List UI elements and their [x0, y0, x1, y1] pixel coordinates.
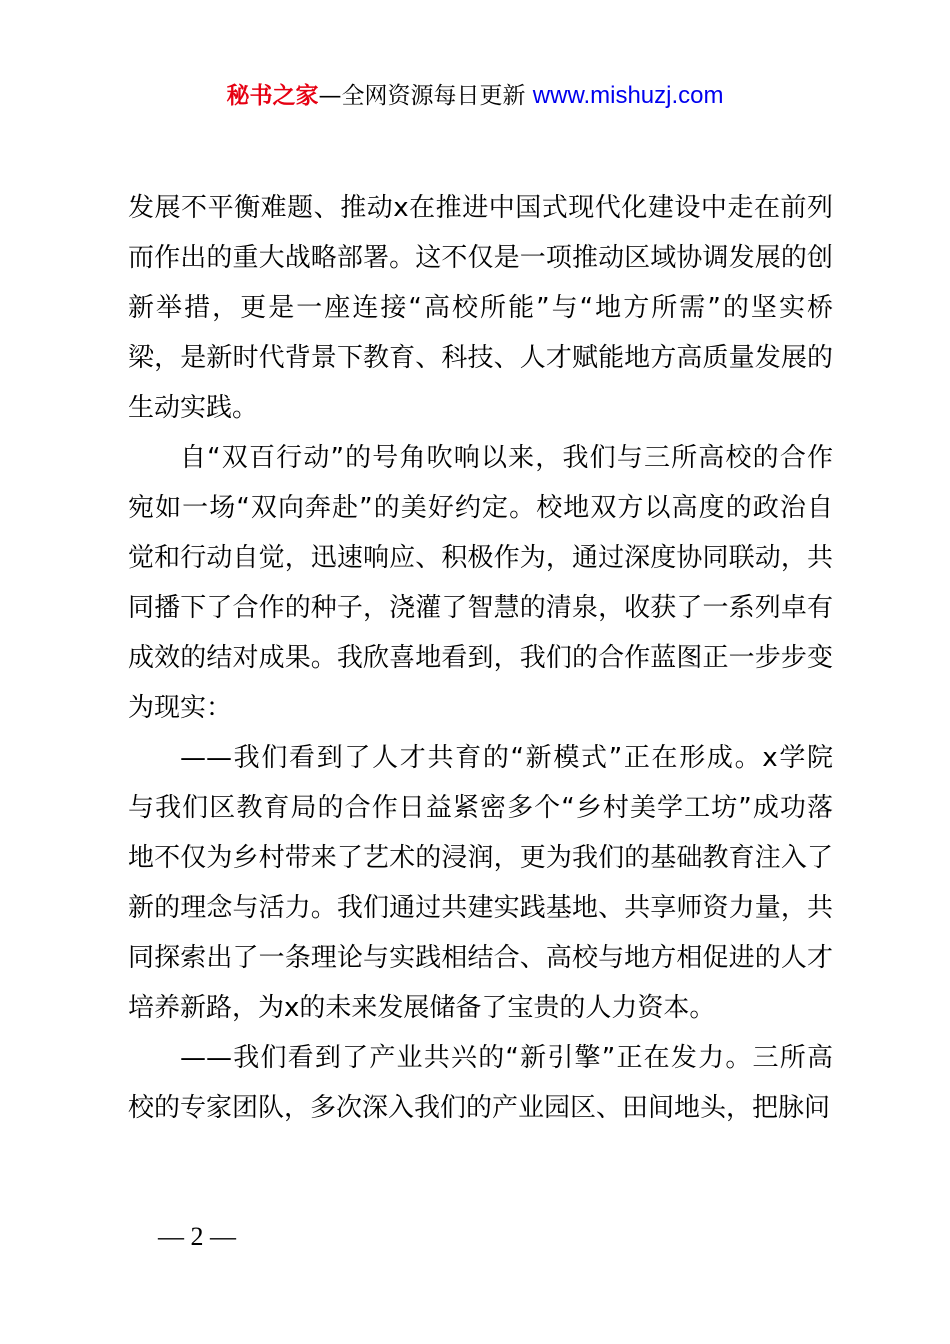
text-line: 梁，是新时代背景下教育、科技、人才赋能地方高质量发展的 [128, 343, 833, 373]
paragraph [128, 1033, 833, 1133]
site-header [0, 80, 950, 112]
brand-name: 秘书之家 [226, 83, 319, 109]
site-url-link[interactable]: www.mishuzj.com [532, 82, 724, 109]
paragraph [128, 433, 833, 733]
text-line: 成效的结对成果。我欣喜地看到，我们的合作蓝图正一步步变 [128, 643, 833, 673]
text-line: 培养新路，为x的未来发展储备了宝贵的人力资本。 [128, 993, 716, 1023]
text-line: 宛如一场“双向奔赴”的美好约定。校地双方以高度的政治自 [128, 493, 833, 523]
text-line: ——我们看到了人才共育的“新模式”正在形成。x学院 [180, 743, 833, 773]
document-body [128, 183, 833, 1133]
text-line: ——我们看到了产业共兴的“新引擎”正在发力。三所高 [180, 1043, 833, 1073]
header-tagline: —全网资源每日更新 [318, 83, 533, 109]
page-number: — 2 — [158, 1222, 236, 1251]
text-line: 地不仅为乡村带来了艺术的浸润，更为我们的基础教育注入了 [128, 843, 833, 873]
text-line: 而作出的重大战略部署。这不仅是一项推动区域协调发展的创 [128, 243, 833, 273]
paragraph [128, 183, 833, 433]
paragraph [128, 733, 833, 1033]
text-line: 与我们区教育局的合作日益紧密多个“乡村美学工坊”成功落 [128, 793, 833, 823]
text-line: 新举措，更是一座连接“高校所能”与“地方所需”的坚实桥 [128, 293, 833, 323]
text-line: 为现实： [128, 693, 233, 723]
text-line: 觉和行动自觉，迅速响应、积极作为，通过深度协同联动，共 [128, 543, 833, 573]
text-line: 同播下了合作的种子，浇灌了智慧的清泉，收获了一系列卓有 [128, 593, 833, 623]
text-line: 生动实践。 [128, 393, 259, 423]
text-line: 自“双百行动”的号角吹响以来，我们与三所高校的合作 [180, 443, 833, 473]
text-line: 校的专家团队，多次深入我们的产业园区、田间地头，把脉问 [128, 1093, 831, 1123]
text-line: 发展不平衡难题、推动x在推进中国式现代化建设中走在前列 [128, 193, 833, 223]
text-line: 新的理念与活力。我们通过共建实践基地、共享师资力量，共 [128, 893, 833, 923]
text-line: 同探索出了一条理论与实践相结合、高校与地方相促进的人才 [128, 943, 833, 973]
